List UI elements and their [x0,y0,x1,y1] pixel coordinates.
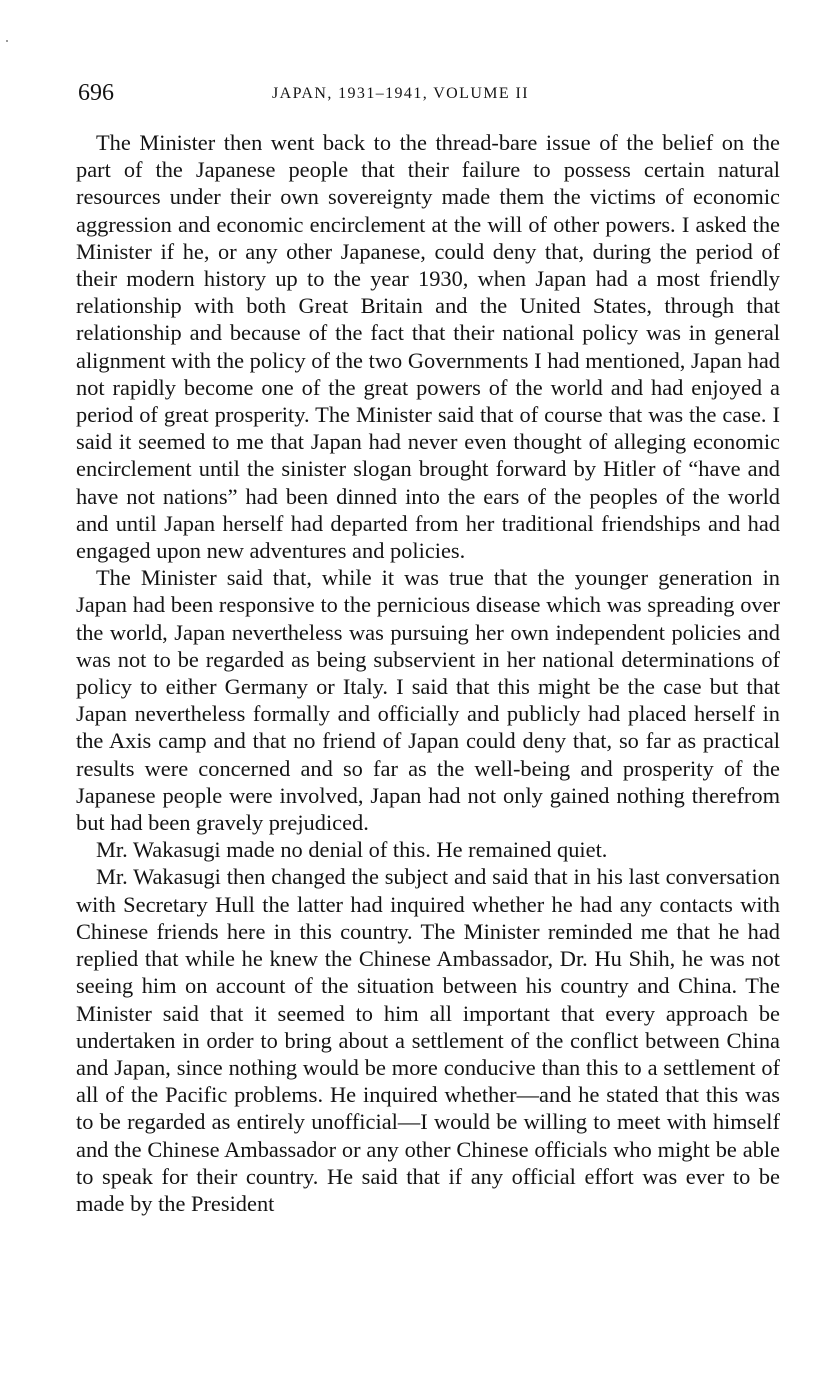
scan-speck [6,40,8,42]
body-text [76,129,780,1217]
paragraph-china-settlement: Mr. Wakasugi then changed the subject and said that in his last conversation with Secretary Hull the latter had inquired whether he had any contacts with Chinese friends here in this country. The Minister reminded me that he had replied that while he knew the Chinese Ambassador, Dr. Hu Shih, he was not seeing him on account of the situation between his country and China. The Minister said that it seemed to him all important that every approach be undertaken in order to bring about a settlement of the conflict between China and Japan, since nothing would be more conducive than this to a settlement of all of the Pacific problems. He inquired whether—and he stated that this was to be regarded as entirely unofficial—I would be willing to meet with himself and the Chinese Ambassador or any other Chinese officials who might be able to speak for their country. He said that if any official effort was ever to be made by the President [76,864,780,1216]
running-header [76,78,778,108]
paragraph-no-denial: Mr. Wakasugi made no denial of this. He remained quiet. [96,837,608,863]
running-title: JAPAN, 1931–1941, VOLUME II [272,85,529,102]
page-number: 696 [78,80,114,106]
paragraph-axis: The Minister said that, while it was true that the younger generation in Japan had been responsive to the pernicious disease which was spreading over the world, Japan nevertheless was pursuing her own independent policies and was not to be regarded as being subservient in her national determinations of policy to either Germany or Italy. I said that this might be the case but that Japan nevertheless formally and officially and publicly had placed herself in the Axis camp and that no friend of Japan could deny that, so far as practical results were concerned and so far as the well-being and prosperity of the Japanese people were involved, Japan had not only gained nothing therefrom but had been gravely prejudiced. [76,565,780,836]
paragraph-encirclement: The Minister then went back to the thread-bare issue of the belief on the part of the Japanese people that their failure to possess certain natural resources under their own sovereignty made them the victims of economic aggression and economic encirclement at the will of other powers. I asked the Minister if he, or any other Japanese, could deny that, during the period of their modern history up to the year 1930, when Japan had a most friendly relationship with both Great Britain and the United States, through that relationship and because of the fact that their national policy was in general alignment with the policy of the two Governments I had mentioned, Japan had not rapidly become one of the great powers of the world and had enjoyed a period of great prosperity. The Minister said that of course that was the case. I said it seemed to me that Japan had never even thought of alleging economic encirclement until the sinister slogan brought forward by Hitler of “have and have not nations” had been dinned into the ears of the peoples of the world and until Japan herself had departed from her traditional friendships and had engaged upon new adventures and policies. [76,130,780,564]
